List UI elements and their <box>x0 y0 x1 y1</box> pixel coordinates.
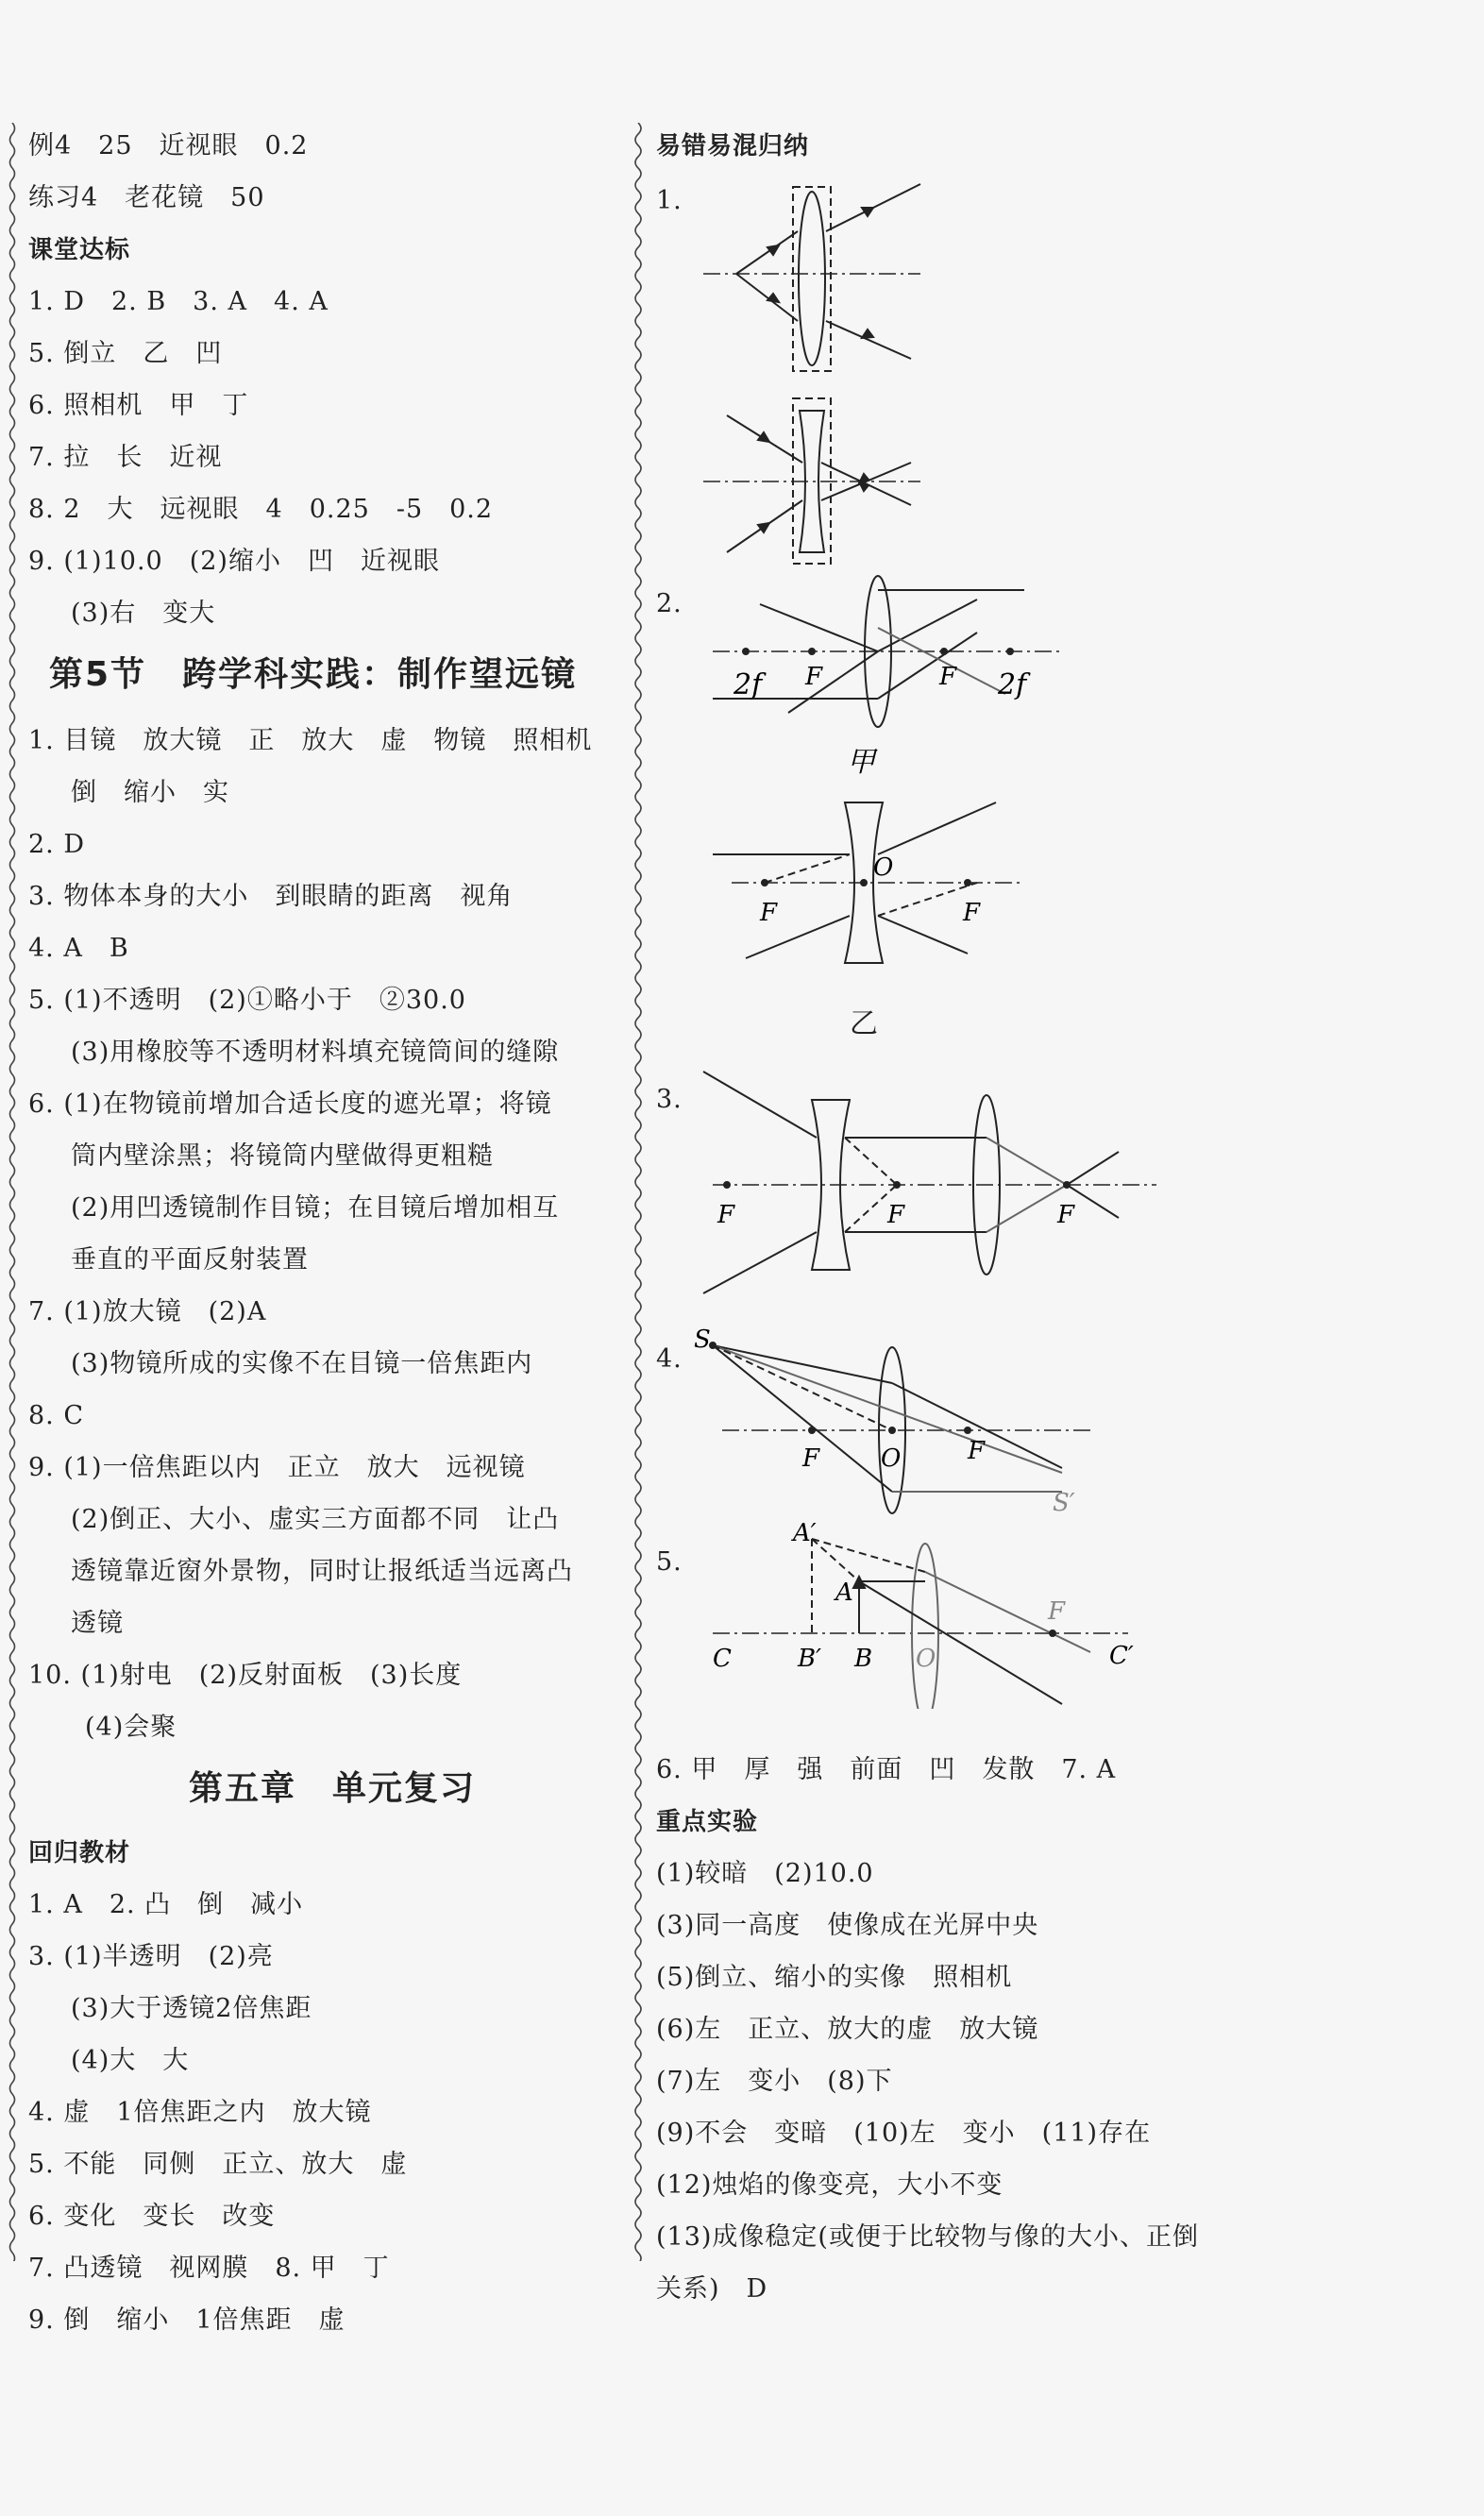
answer-line: 4. A B <box>28 934 129 963</box>
label-f: F <box>802 1444 820 1473</box>
answer-line: 8. 2 大 远视眼 4 0.25 -5 0.2 <box>28 495 494 524</box>
answer-line: 1. A 2. 凸 倒 减小 <box>28 1890 304 1919</box>
section-label: 课堂达标 <box>28 236 131 264</box>
lens-diagram-3 <box>694 1067 1166 1303</box>
answer-line: (7)左 变小 (8)下 <box>656 2067 893 2096</box>
label-s-prime: S′ <box>1053 1489 1075 1515</box>
lens-diagram-2 <box>694 571 1071 968</box>
answer-line: 5. (1)不透明 (2)①略小于 ②30.0 <box>28 986 466 1015</box>
answer-line: 1. 目镜 放大镜 正 放大 虚 物镜 照相机 <box>28 726 593 755</box>
answer-line: 5. 倒立 乙 凹 <box>28 339 223 368</box>
answer-line: (12)烛焰的像变亮，大小不变 <box>656 2170 1003 2200</box>
answer-line: 6. 甲 厚 强 前面 凹 发散 7. A <box>656 1755 1117 1784</box>
label-a-prime: A′ <box>793 1520 817 1547</box>
label-f: F <box>939 663 957 691</box>
answer-line: 3. (1)半透明 (2)亮 <box>28 1942 274 1971</box>
answer-line: (9)不会 变暗 (10)左 变小 (11)存在 <box>656 2119 1152 2148</box>
label-2f: 2f <box>734 668 763 701</box>
lens-diagram-5 <box>694 1520 1147 1709</box>
answer-line: 9. (1)一倍焦距以内 正立 放大 远视镜 <box>28 1453 526 1482</box>
answer-line: 5. 不能 同侧 正立、放大 虚 <box>28 2150 408 2179</box>
section-label: 易错易混归纳 <box>656 132 810 160</box>
answer-line: (3)同一高度 使像成在光屏中央 <box>656 1911 1039 1940</box>
answer-line: 透镜 <box>71 1609 124 1638</box>
answer-line: 4. 虚 1倍焦距之内 放大镜 <box>28 2098 372 2127</box>
label-o: O <box>873 853 894 882</box>
section-label: 回归教材 <box>28 1839 131 1867</box>
label-2f: 2f <box>998 668 1027 701</box>
label-c-prime: C′ <box>1109 1642 1134 1670</box>
answer-line: 3. 物体本身的大小 到眼睛的距离 视角 <box>28 882 514 911</box>
label-f: F <box>760 899 778 927</box>
answer-line: 关系) D <box>656 2274 768 2304</box>
answer-line: 透镜靠近窗外景物，同时让报纸适当远离凸 <box>71 1557 573 1586</box>
answer-line: 6. (1)在物镜前增加合适长度的遮光罩；将镜 <box>28 1089 552 1119</box>
answer-line: (2)用凹透镜制作目镜；在目镜后增加相互 <box>71 1193 560 1223</box>
answer-line: (3)物镜所成的实像不在目镜一倍焦距内 <box>71 1349 533 1378</box>
chapter-heading: 第五章 单元复习 <box>189 1769 477 1808</box>
label-c: C <box>713 1645 732 1673</box>
answer-line: 7. 拉 长 近视 <box>28 443 223 472</box>
answer-line: 6. 照相机 甲 丁 <box>28 391 249 420</box>
answer-line: (13)成像稳定(或便于比较物与像的大小、正倒 <box>656 2222 1199 2252</box>
answer-line: 筒内壁涂黑；将镜筒内壁做得更粗糙 <box>71 1141 494 1171</box>
answer-line: (5)倒立、缩小的实像 照相机 <box>656 1963 1013 1992</box>
answer-line: 9. (1)10.0 (2)缩小 凹 近视眼 <box>28 547 440 576</box>
answer-line: (3)右 变大 <box>71 599 216 628</box>
answer-line: (4)会聚 <box>85 1713 177 1742</box>
section-label: 重点实验 <box>656 1808 759 1836</box>
caption-yi: 乙 <box>850 1007 879 1040</box>
answer-line: (4)大 大 <box>71 2046 190 2075</box>
item-number: 2. <box>656 589 683 618</box>
item-number: 3. <box>656 1085 683 1114</box>
lens-diagram-4 <box>694 1326 1128 1515</box>
answer-line: (6)左 正立、放大的虚 放大镜 <box>656 2015 1039 2044</box>
label-s: S <box>694 1326 711 1354</box>
item-number: 5. <box>656 1547 683 1577</box>
label-o: O <box>881 1444 902 1473</box>
label-o: O <box>916 1645 936 1673</box>
answer-line: 10. (1)射电 (2)反射面板 (3)长度 <box>28 1661 463 1690</box>
column-wavy-divider <box>630 123 647 2261</box>
label-a: A <box>835 1579 853 1607</box>
answer-line: 9. 倒 缩小 1倍焦距 虚 <box>28 2305 346 2335</box>
label-f: F <box>1057 1201 1075 1229</box>
answer-line: (1)较暗 (2)10.0 <box>656 1859 874 1888</box>
section-heading: 第5节 跨学科实践：制作望远镜 <box>49 655 578 694</box>
answer-line: 1. D 2. B 3. A 4. A <box>28 287 329 316</box>
answer-line: 例4 25 近视眼 0.2 <box>28 131 309 160</box>
label-f: F <box>968 1437 986 1465</box>
item-number: 1. <box>656 186 683 215</box>
answer-line: 8. C <box>28 1401 85 1430</box>
label-f: F <box>805 663 823 691</box>
answer-line: 练习4 老花镜 50 <box>28 183 265 212</box>
label-b-prime: B′ <box>798 1645 822 1673</box>
label-f: F <box>963 899 981 927</box>
answer-line: 倒 缩小 实 <box>71 778 229 807</box>
answer-line: (3)用橡胶等不透明材料填充镜筒间的缝隙 <box>71 1038 560 1067</box>
left-wavy-border <box>6 123 19 2261</box>
item-number: 4. <box>656 1344 683 1374</box>
label-f: F <box>887 1201 905 1229</box>
answer-line: 7. (1)放大镜 (2)A <box>28 1297 267 1326</box>
answer-line: 2. D <box>28 830 85 859</box>
answer-line: (3)大于透镜2倍焦距 <box>71 1994 312 2023</box>
lens-diagram-1 <box>694 179 958 576</box>
answer-line: 6. 变化 变长 改变 <box>28 2202 276 2231</box>
answer-line: 垂直的平面反射装置 <box>71 1245 309 1275</box>
label-f: F <box>1048 1597 1066 1626</box>
answer-line: 7. 凸透镜 视网膜 8. 甲 丁 <box>28 2254 390 2283</box>
label-f: F <box>717 1201 735 1229</box>
answer-line: (2)倒正、大小、虚实三方面都不同 让凸 <box>71 1505 560 1534</box>
label-b: B <box>854 1645 873 1673</box>
caption-jia: 甲 <box>847 746 875 779</box>
